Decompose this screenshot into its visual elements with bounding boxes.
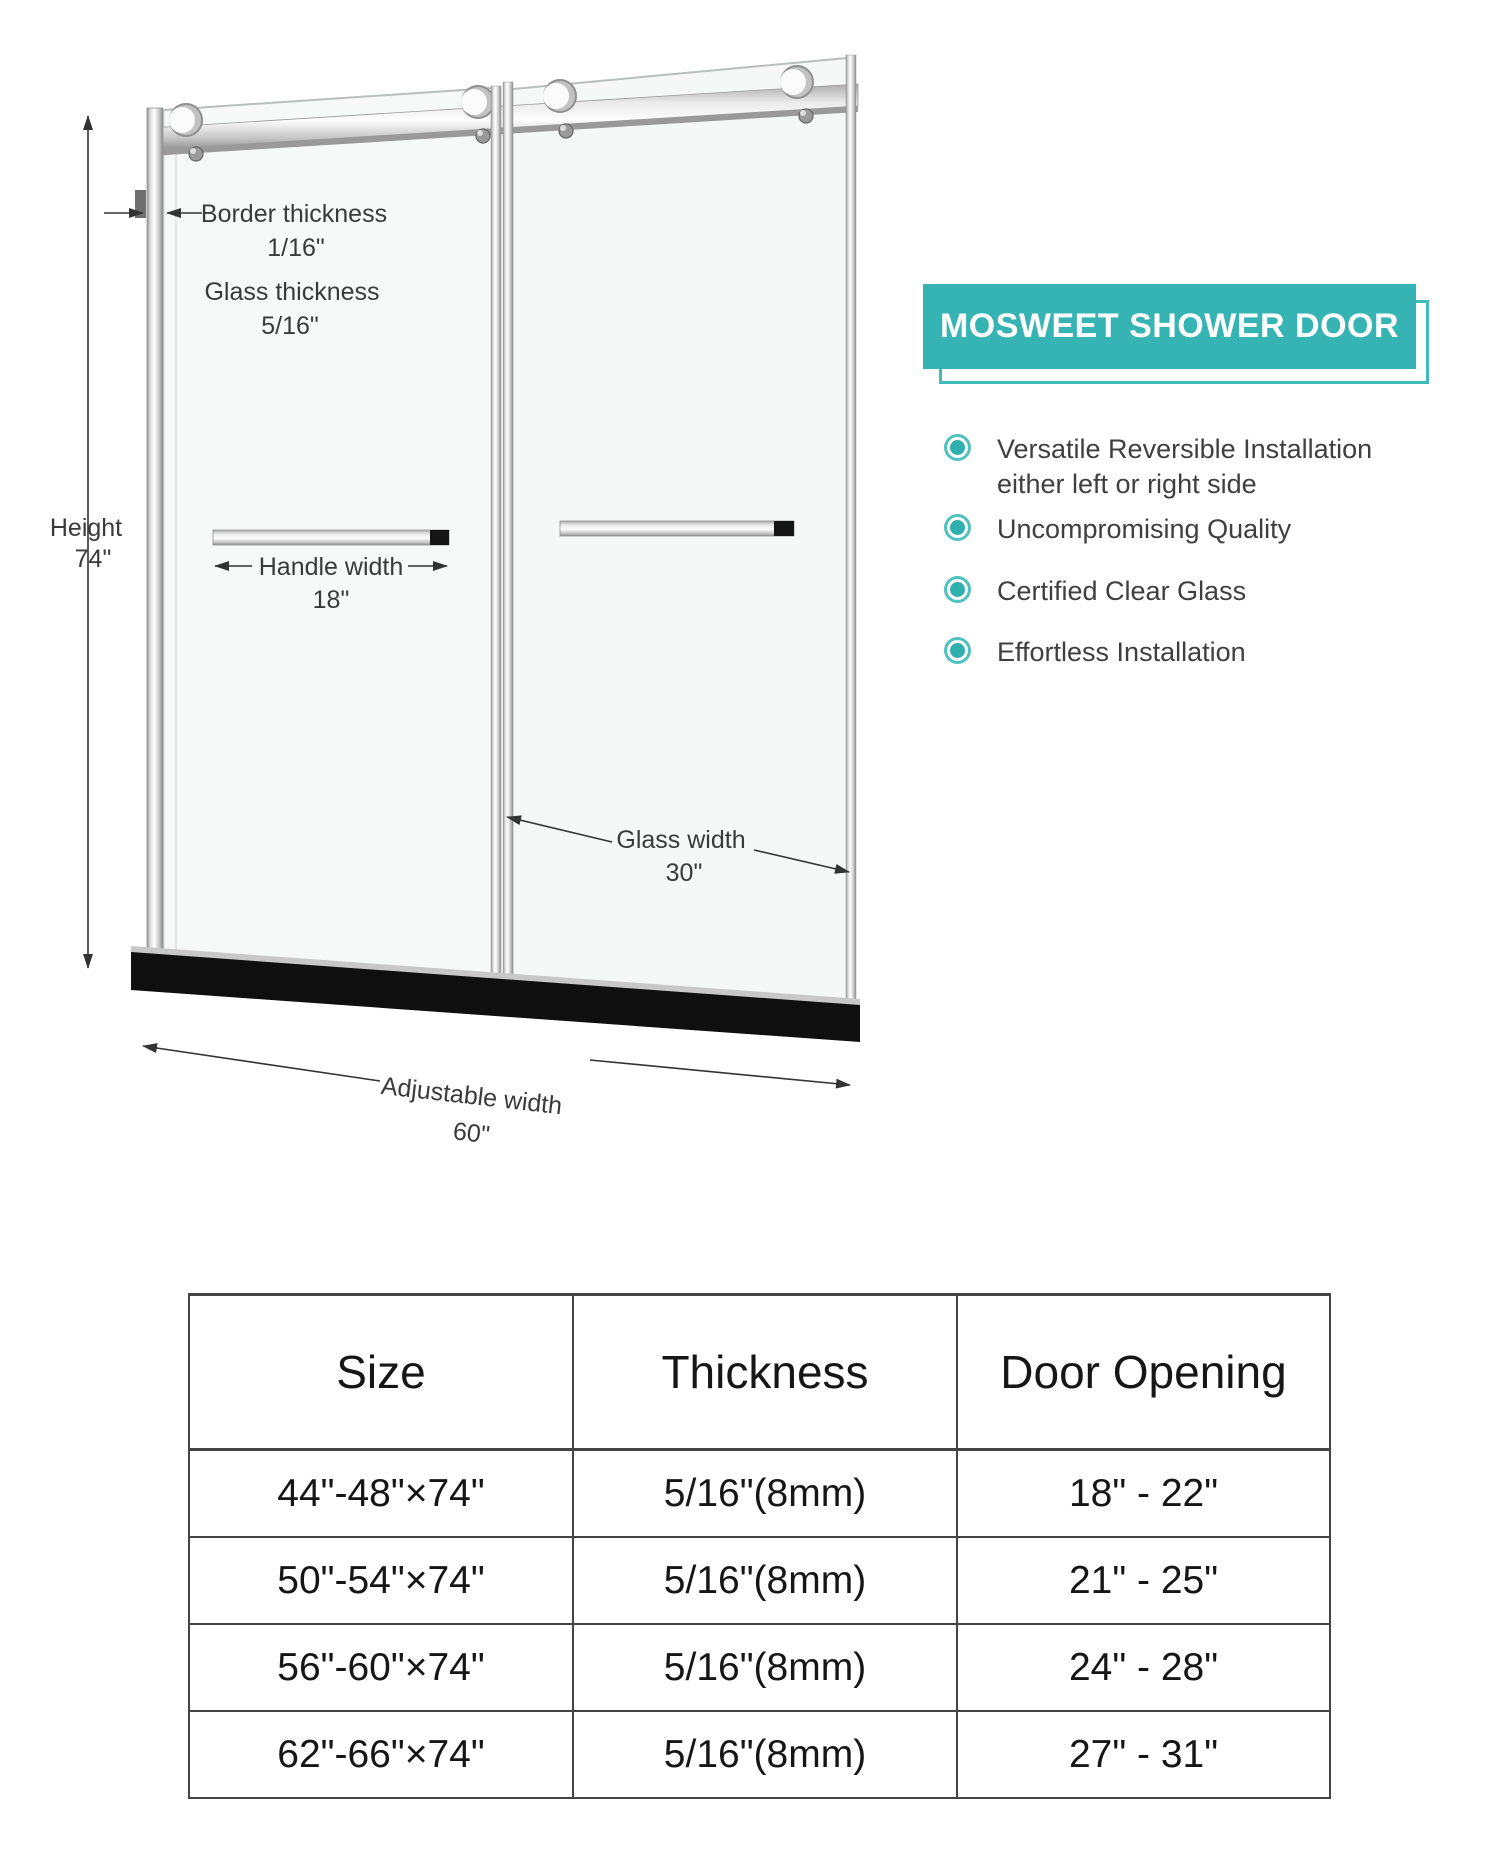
- table-row: [189, 1450, 1330, 1538]
- feature-item: [944, 512, 1291, 547]
- cell-thickness: 5/16"(8mm): [573, 1624, 957, 1711]
- glass-width-value: 30": [665, 859, 703, 887]
- size-spec-table: [188, 1293, 1331, 1799]
- cell-opening: 18" - 22": [957, 1450, 1330, 1538]
- feature-item: [944, 574, 1246, 609]
- header-size: Size: [189, 1295, 573, 1450]
- cell-size: 50"-54"×74": [189, 1537, 573, 1624]
- roller-icon: [780, 66, 813, 98]
- center-divider-bar: [491, 82, 513, 985]
- table-header-row: [189, 1295, 1330, 1450]
- table-row: [189, 1537, 1330, 1624]
- adjustable-width-label: Adjustable width: [379, 1071, 564, 1121]
- border-thickness-value: 1/16": [267, 234, 325, 262]
- feature-item: [944, 635, 1246, 670]
- cell-thickness: 5/16"(8mm): [573, 1450, 957, 1538]
- left-door-handle: [213, 530, 449, 545]
- feature-line: Uncompromising Quality: [997, 514, 1292, 544]
- header-thickness: Thickness: [573, 1295, 957, 1450]
- adjustable-width-value: 60": [451, 1117, 492, 1150]
- handle-width-value: 18": [312, 586, 350, 614]
- glass-width-label: Glass width: [616, 826, 746, 854]
- bullet-icon: [950, 520, 965, 535]
- right-door-handle: [560, 521, 794, 536]
- feature-item: [944, 432, 1372, 502]
- cell-size: 44"-48"×74": [189, 1450, 573, 1538]
- product-banner: [923, 284, 1433, 394]
- bullet-icon: [950, 643, 965, 658]
- shower-door-diagram: [0, 0, 930, 1180]
- cell-size: 56"-60"×74": [189, 1624, 573, 1711]
- roller-icon: [461, 86, 494, 118]
- table-row: [189, 1624, 1330, 1711]
- cell-thickness: 5/16"(8mm): [573, 1537, 957, 1624]
- banner-title-box: [923, 284, 1416, 369]
- height-label: Height: [49, 514, 123, 542]
- bullet-icon: [950, 440, 965, 455]
- glass-thickness-value: 5/16": [261, 312, 319, 340]
- cell-opening: 21" - 25": [957, 1537, 1330, 1624]
- height-dimension: [50, 116, 122, 968]
- border-thickness-label: Border thickness: [200, 200, 388, 228]
- table-row: [189, 1711, 1330, 1798]
- banner-title: MOSWEET SHOWER DOOR: [939, 307, 1400, 345]
- bullet-icon: [950, 582, 965, 597]
- roller-icon: [543, 80, 576, 112]
- feature-line: either left or right side: [997, 469, 1257, 499]
- handle-width-label: Handle width: [258, 553, 404, 581]
- cell-opening: 27" - 31": [957, 1711, 1330, 1798]
- height-value: 74": [74, 545, 112, 573]
- adjustable-width-dimension: [143, 1046, 850, 1157]
- cell-thickness: 5/16"(8mm): [573, 1711, 957, 1798]
- header-door-opening: Door Opening: [957, 1295, 1330, 1450]
- glass-thickness-label: Glass thickness: [204, 278, 380, 306]
- roller-icon: [169, 104, 202, 136]
- feature-line: Certified Clear Glass: [997, 576, 1247, 606]
- cell-opening: 24" - 28": [957, 1624, 1330, 1711]
- left-frame-bar: [147, 108, 163, 978]
- right-edge-bar: [846, 55, 856, 1005]
- cell-size: 62"-66"×74": [189, 1711, 573, 1798]
- feature-line: Versatile Reversible Installation: [997, 434, 1373, 464]
- feature-line: Effortless Installation: [997, 637, 1246, 667]
